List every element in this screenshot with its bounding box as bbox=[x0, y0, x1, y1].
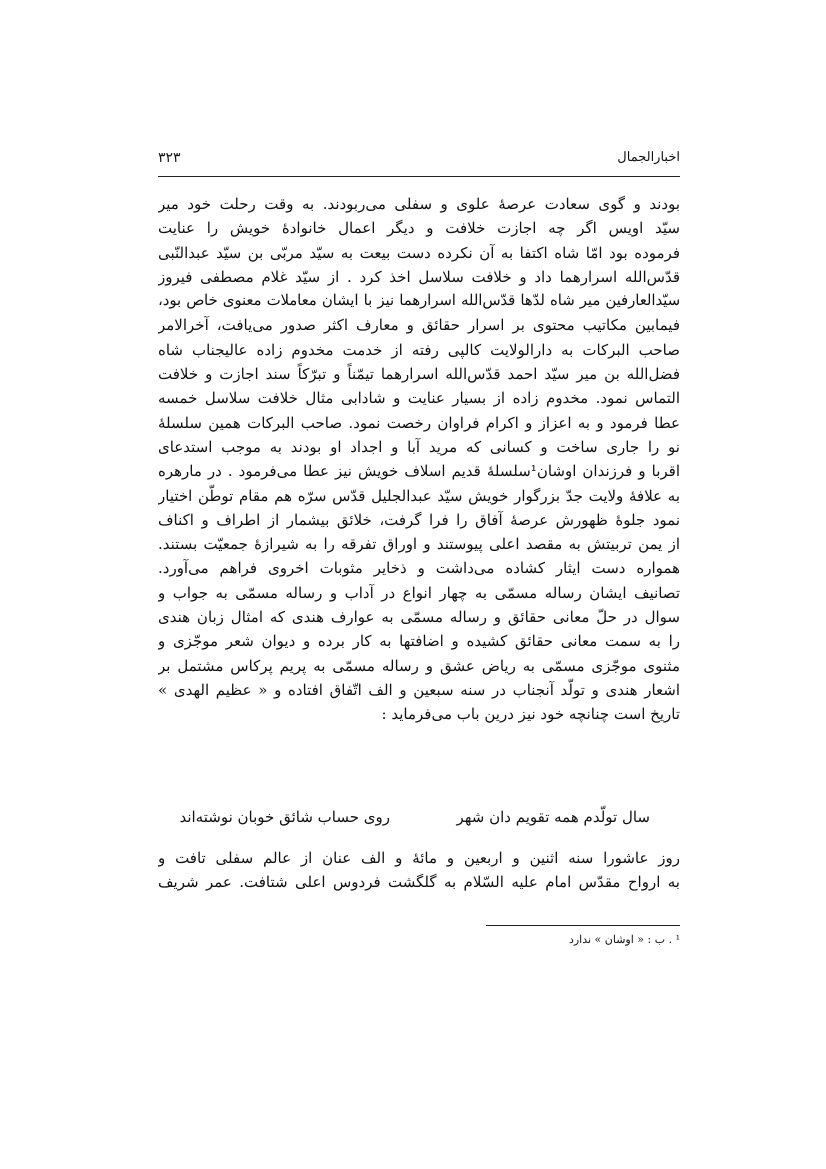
text-line: نو را جاری ساخت و کسانی که مرید آبا و اجداد او بودند به موجب استدعای bbox=[158, 437, 680, 456]
text-line: اشعار هندی و تولّد آنجناب در سنه سبعین و الف اتّفاق افتاده و « عظیم الهدی » bbox=[158, 680, 680, 699]
verse-hemistich-second: روی حساب شائق خوبان نوشته‌اند bbox=[179, 808, 390, 826]
text-line: از یمن تربیتش به مقصد اعلی پیوستند و اوراق تفرقه را به شیرازهٔ جمعیّت بستند. bbox=[158, 535, 680, 554]
text-line: به ارواح مقدّس امام علیه السّلام به گلگشت فردوس اعلی شتافت. عمر شریف bbox=[158, 873, 680, 892]
text-line: تاریخ است چنانچه خود نیز درین باب می‌فرماید : bbox=[381, 705, 680, 724]
running-title: اخبارالجمال bbox=[617, 150, 680, 165]
text-line: روز عاشورا سنه اثنین و اربعین و مائهٔ و الف عنان از عالم سفلی تافت و bbox=[158, 849, 680, 867]
text-line: نمود جلوهٔ ظهورش عرصهٔ آفاق را فرا گرفت، خلائق بیشمار از اطراف و اکناف bbox=[158, 510, 680, 529]
text-line: سیّد اویس اگر چه اجازت خلافت و دیگر اعمال خانوادهٔ خویش را عنایت bbox=[158, 219, 680, 238]
text-line: به علافهٔ ولایت جدّ بزرگوار خویش سیّد عبدالجلیل قدّس سرّه هم مقام توطّن اختیار bbox=[158, 486, 680, 505]
poetry-verse bbox=[158, 804, 680, 830]
text-line: بودند و گوی سعادت عرصهٔ علوی و سفلی می‌ربودند. به وقت رحلت خود میر bbox=[158, 195, 680, 213]
text-line: اقربا و فرزندان اوشان¹سلسلهٔ قدیم اسلاف خویش نیز عطا می‌فرمود . در مارهره bbox=[158, 462, 680, 481]
page-number: ۳۲۳ bbox=[158, 150, 181, 166]
text-line: عطا فرمود و به اعزاز و اکرام فراوان رخصت نمود. صاحب البرکات همین سلسلهٔ bbox=[158, 413, 680, 432]
text-line: التماس نمود. مخدوم زاده از بسیار عنایت و شادابی مثال خلافت سلاسل خمسه bbox=[158, 389, 680, 408]
closing-paragraph bbox=[158, 846, 680, 895]
text-line: سوال در حلّ معانی حقائق و رساله مسمّی به عوارف هندی که امثال زبان هندی bbox=[158, 608, 680, 627]
text-line: همواره دست ایثار کشاده می‌داشت و ذخایر مثوبات اخروی فراهم می‌آورد. bbox=[158, 559, 680, 578]
text-line: سیّدالعارفین میر شاه لدّها قدّس‌الله اسرارهما نیز با ایشان معاملات معنوی خاص بود، bbox=[158, 292, 680, 310]
text-line: فرموده بود امّا شاه اکتفا به آن نکرده دست بیعت به سیّد مربّی بن سیّد عبدالنّبی bbox=[158, 243, 680, 262]
verse-hemistich-first: سال تولّدم همه تقویم دان شهر bbox=[456, 808, 650, 826]
text-line: را به سمت معانی حقائق کشیده و اضافتها به کار برده و دیوان شعر موجّزی و bbox=[158, 632, 680, 651]
running-header bbox=[158, 150, 680, 172]
text-line: صاحب البرکات به دارالولایت کالپی رفته از خدمت مخدوم زاده عالیجناب شاه bbox=[158, 340, 680, 359]
text-line: فیمابین مکاتیب محتوی بر اسرار حقائق و معارف اکثر صدور می‌یافت، آخرالامر bbox=[158, 316, 680, 335]
text-line: مثنوی موجّزی مسمّی به ریاض عشق و رساله مسمّی به پریم پرکاس مشتمل بر bbox=[158, 656, 680, 675]
footnote-rule bbox=[486, 925, 680, 926]
footnote: ¹ . ب : « اوشان » ندارد bbox=[568, 933, 680, 946]
main-paragraph bbox=[158, 192, 680, 727]
text-line: فضل‌الله بن میر سیّد احمد قدّس‌الله اسرارهما تیمّناً و تبرّکاً سند اجازت و خلافت bbox=[158, 365, 680, 384]
header-rule bbox=[158, 176, 680, 177]
text-line: تصانیف ایشان رساله مسمّی به چهار انواع در آداب و رساله مسمّی به جواب و bbox=[158, 583, 680, 602]
text-line: قدّس‌الله اسرارهما داد و خلافت سلاسل اخذ کرد . از سیّد غلام مصطفی فیروز bbox=[158, 267, 680, 286]
